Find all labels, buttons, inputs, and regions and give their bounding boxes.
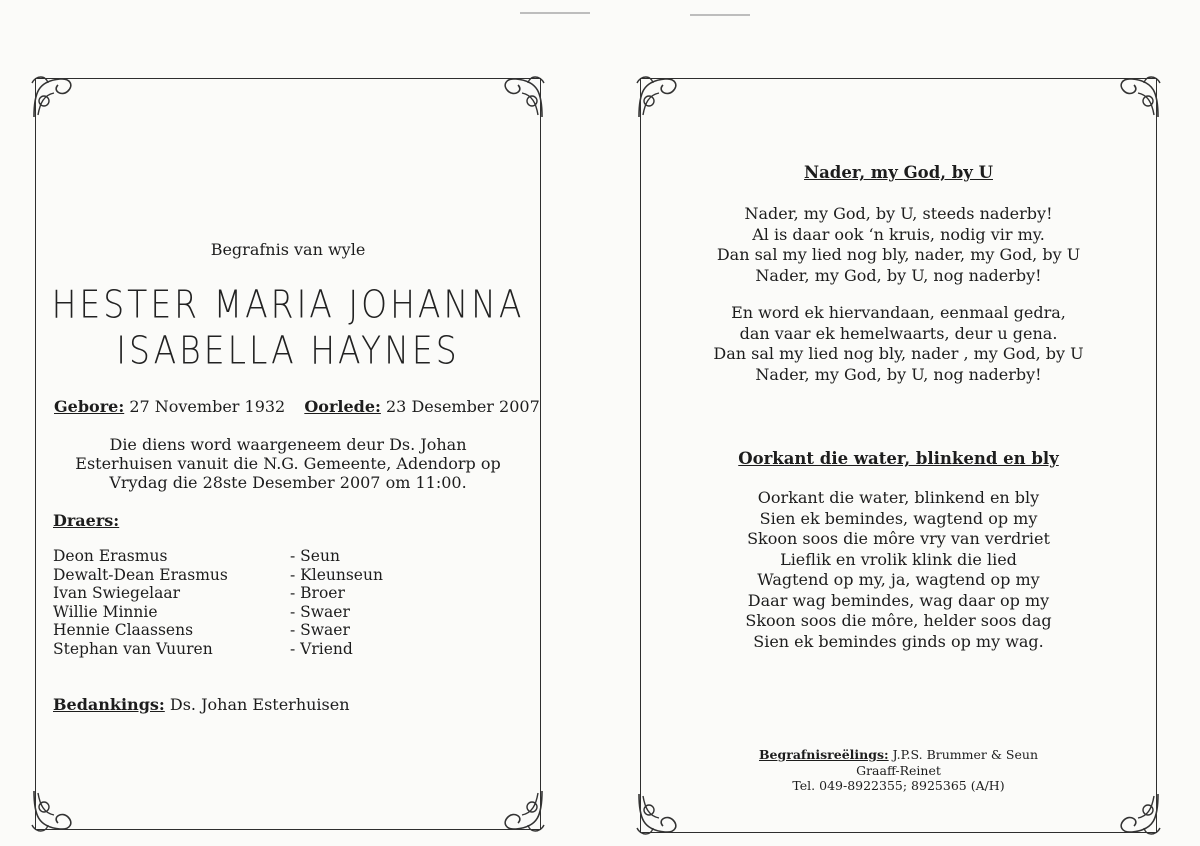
bearer-row xyxy=(53,584,413,603)
lyric-line: Skoon soos die môre vry van verdriet xyxy=(747,529,1050,548)
corner-ornament-icon xyxy=(1116,73,1162,119)
lyric-line: Dan sal my lied nog bly, nader, my God, by U xyxy=(716,245,1081,264)
lyric-line: Oorkant die water, blinkend en bly xyxy=(757,488,1040,507)
bearer-row xyxy=(53,547,413,566)
bearer-relation: - Broer xyxy=(290,584,345,603)
corner-ornament-icon xyxy=(1116,792,1162,838)
bearer-list xyxy=(53,547,413,659)
lyric-line: En word ek hiervandaan, eenmaal gedra, xyxy=(731,303,1066,322)
lyric-line: Nader, my God, by U, nog naderby! xyxy=(755,265,1042,285)
bearer-row xyxy=(53,603,413,622)
song1-verse1 xyxy=(641,204,1156,286)
lyric-line: Sien ek bemindes ginds op my wag. xyxy=(753,631,1044,651)
funeral-intro: Begrafnis van wyle xyxy=(210,240,366,259)
bearer-relation: - Swaer xyxy=(290,602,350,621)
bearer-name: Stephan van Vuuren xyxy=(53,639,213,658)
bearer-relation: - Vriend xyxy=(290,639,353,658)
left-page xyxy=(35,78,541,830)
thanks-line xyxy=(53,695,350,714)
lyric-line: Nader, my God, by U, nog naderby! xyxy=(755,364,1042,384)
bearer-row xyxy=(53,566,413,585)
song1-title: Nader, my God, by U xyxy=(804,163,993,182)
bearer-relation: - Seun xyxy=(290,547,340,565)
bearer-row xyxy=(53,640,413,659)
corner-ornament-icon xyxy=(500,789,546,835)
bearer-relation: - Swaer xyxy=(290,621,350,640)
bearer-name: Ivan Swiegelaar xyxy=(53,584,180,603)
corner-ornament-icon xyxy=(30,73,76,119)
arrangements-tel: Tel. 049-8922355; 8925365 (A/H) xyxy=(792,778,1005,793)
dates-line xyxy=(54,397,540,416)
bearers-heading: Draers: xyxy=(53,511,120,530)
arrangements-town: Graaff-Reinet xyxy=(856,762,941,778)
deceased-name-line1: HESTER MARIA JOHANNA xyxy=(51,282,525,327)
bearer-name: Deon Erasmus xyxy=(53,547,168,565)
corner-ornament-icon xyxy=(500,73,546,119)
died-label: Oorlede: xyxy=(304,397,381,416)
corner-ornament-icon xyxy=(635,73,681,119)
right-page xyxy=(640,78,1157,833)
bearer-name: Dewalt-Dean Erasmus xyxy=(53,565,228,584)
song1-verse2 xyxy=(641,303,1156,385)
died-date: 23 Desember 2007 xyxy=(386,397,540,416)
song2-title: Oorkant die water, blinkend en bly xyxy=(738,449,1059,468)
song2-verse1 xyxy=(641,488,1156,652)
bearer-row xyxy=(53,621,413,640)
lyric-line: Lieflik en vrolik klink die lied xyxy=(780,549,1017,569)
service-text: Die diens word waargeneem deur Ds. Johan Esterhuisen vanuit die N.G. Gemeente, Adendorp op Vrydag die 28ste Desember 2007 om 11:00. xyxy=(75,435,501,492)
thanks-label: Bedankings: xyxy=(53,695,165,714)
corner-ornament-icon xyxy=(635,792,681,838)
born-label: Gebore: xyxy=(54,397,125,416)
arrangements-name: J.P.S. Brummer & Seun xyxy=(892,747,1038,762)
lyric-line: Al is daar ook ‘n kruis, nodig vir my. xyxy=(752,224,1045,244)
lyric-line: Daar wag bemindes, wag daar op my xyxy=(747,590,1050,610)
lyric-line: Dan sal my lied nog bly, nader , my God, by U xyxy=(713,344,1084,363)
lyric-line: dan vaar ek hemelwaarts, deur u gena. xyxy=(739,323,1058,343)
scan-mark xyxy=(520,12,590,14)
lyric-line: Skoon soos die môre, helder soos dag xyxy=(745,611,1052,630)
born-date: 27 November 1932 xyxy=(129,397,286,416)
bearer-relation: - Kleunseun xyxy=(290,565,383,584)
corner-ornament-icon xyxy=(30,789,76,835)
funeral-arrangements xyxy=(641,747,1156,794)
service-details xyxy=(36,435,540,492)
lyric-line: Wagtend op my, ja, wagtend op my xyxy=(757,570,1040,589)
arrangements-label: Begrafnisreëlings: xyxy=(758,747,889,762)
thanks-name: Ds. Johan Esterhuisen xyxy=(169,695,350,714)
deceased-name-line2: ISABELLA HAYNES xyxy=(116,328,460,373)
bearer-name: Willie Minnie xyxy=(53,602,158,621)
scan-mark xyxy=(690,14,750,16)
lyric-line: Nader, my God, by U, steeds naderby! xyxy=(744,204,1053,223)
lyric-line: Sien ek bemindes, wagtend op my xyxy=(759,508,1038,528)
bearer-name: Hennie Claassens xyxy=(53,621,194,640)
